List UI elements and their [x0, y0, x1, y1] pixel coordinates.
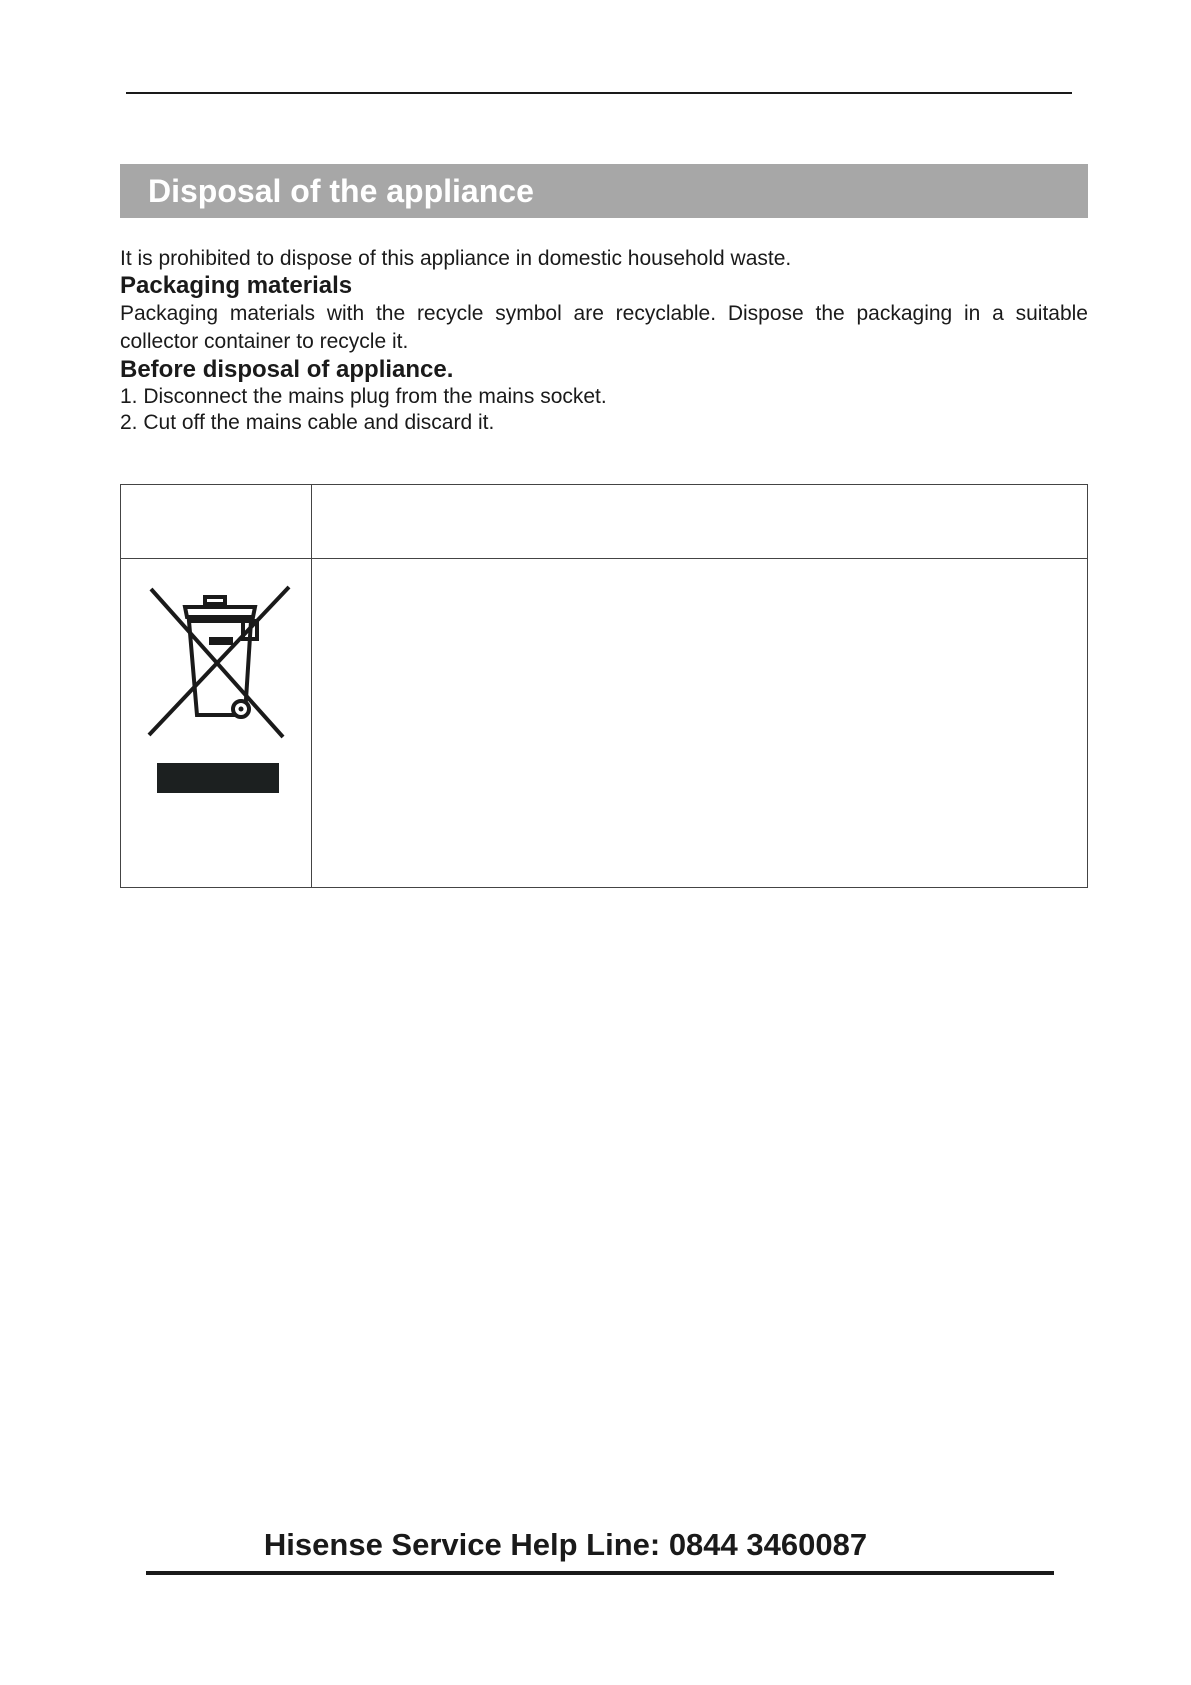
- section-title: Disposal of the appliance: [148, 173, 534, 209]
- crossed-out-wheelie-bin-icon: [143, 581, 293, 801]
- service-helpline: [0, 1527, 1191, 1563]
- table-column-divider: [311, 485, 312, 887]
- bottom-rule: [146, 1571, 1054, 1575]
- table-row-divider: [121, 558, 1087, 559]
- weee-info-table: [120, 484, 1088, 888]
- body-content: [120, 246, 1088, 436]
- packaging-heading: Packaging materials: [120, 272, 353, 299]
- intro-text: It is prohibited to dispose of this appliance in domestic household waste.: [120, 247, 792, 270]
- before-disposal-heading: Before disposal of appliance.: [120, 356, 454, 383]
- section-banner: [120, 164, 1088, 218]
- helpline-text: Hisense Service Help Line: 0844 3460087: [263, 1527, 868, 1562]
- step-item: 1. Disconnect the mains plug from the mains socket.: [120, 385, 607, 408]
- packaging-text: Packaging materials with the recycle symbol are recyclable. Dispose the packaging in a suitable collector container to recycle it.: [120, 302, 1088, 353]
- top-rule: [126, 92, 1072, 94]
- step-item: 2. Cut off the mains cable and discard it.: [120, 411, 495, 434]
